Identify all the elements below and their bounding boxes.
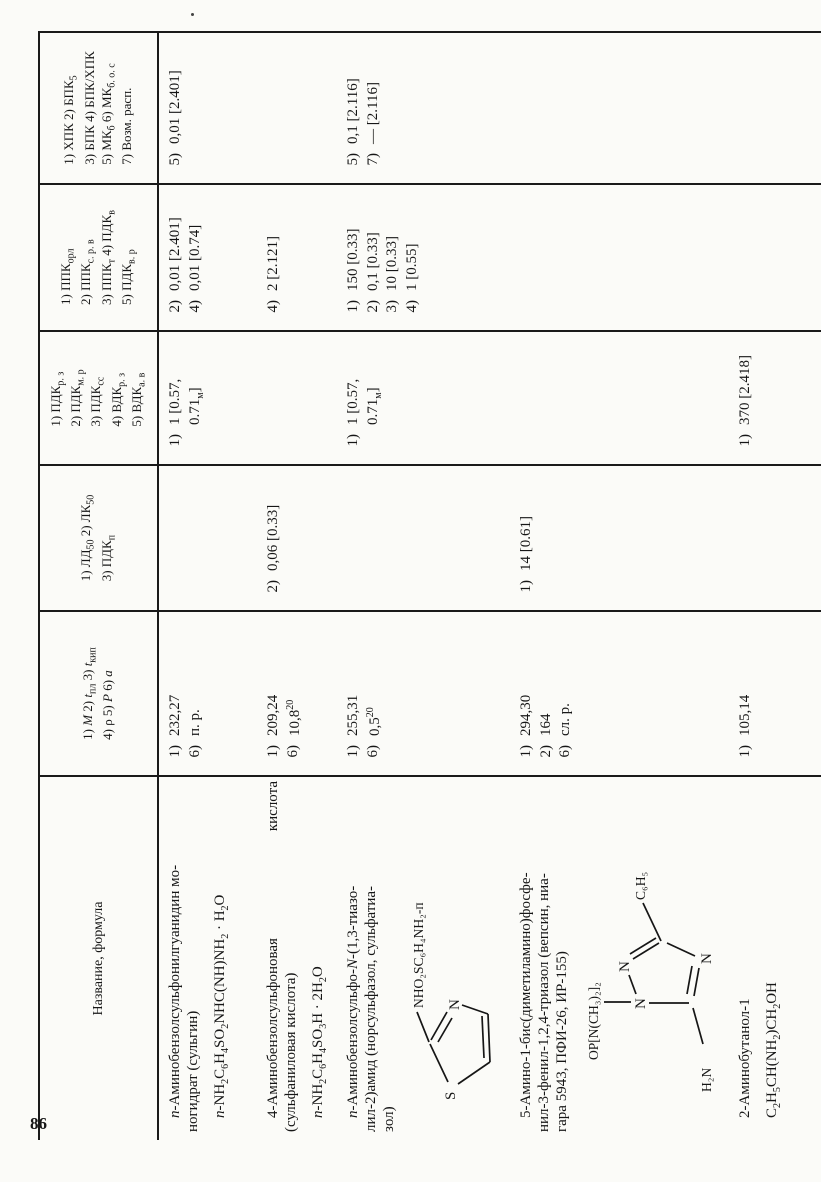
table-row	[257, 33, 337, 1140]
header-line: 5) $ПДК_{в. р}$	[118, 249, 138, 305]
value-line	[186, 336, 207, 456]
value-line	[736, 616, 756, 767]
phys-props-cell	[729, 612, 821, 777]
item-value: 10 [0.33]	[384, 236, 400, 291]
item-number: 4)	[265, 300, 281, 313]
ld50-cell	[337, 466, 510, 612]
substance-name-line: нил-3-фенил-1,2,4-триазол (вепсин, ниа-	[536, 873, 552, 1132]
value-line	[264, 616, 284, 767]
n4-atom-label: N	[699, 953, 715, 964]
item-value: 1 [0.57,	[167, 378, 183, 425]
item-value: 0,06 [0.33]	[265, 504, 281, 571]
item-value: сл. р.	[557, 703, 573, 736]
item-number: 1)	[737, 434, 753, 447]
hpk-cell	[337, 33, 510, 185]
table-row	[510, 33, 729, 1140]
ppk-cell	[510, 185, 729, 332]
substance-name-line: п-Аминобензолсульфонилгуанидин мо-	[167, 864, 183, 1118]
phys-props-cell	[337, 612, 510, 777]
pdk-cell	[510, 332, 729, 466]
item-value: 1 [0.57,	[345, 378, 361, 425]
header-line: 3) $ППК_т$ 4) $ПДК_в$	[98, 210, 118, 305]
value-line	[403, 189, 423, 322]
substance-name-line: 4-Аминобензолсульфоновая кислота	[265, 781, 281, 1118]
item-number: 4)	[403, 300, 420, 313]
item-number: 6)	[557, 745, 573, 758]
item-value: 0,1 [0.33]	[364, 232, 381, 291]
ppk-cell	[337, 185, 510, 332]
nitrogen-atom-label: N	[447, 999, 463, 1010]
header-hpk-column	[40, 33, 157, 185]
ppk-cell	[729, 185, 821, 332]
substance-name-line: лил-2)амид (норсульфазол, сульфатиа-	[363, 885, 379, 1132]
item-number	[364, 434, 385, 456]
substance-formula: $п-NH_2C_6H_4SO_3H \cdot 2H_2O$	[310, 966, 329, 1118]
scan-speck	[191, 13, 194, 16]
item-number: 6)	[186, 745, 203, 758]
table-row	[337, 33, 510, 1140]
value-line	[364, 189, 384, 322]
sulfur-atom-label: S	[443, 1091, 459, 1100]
item-number: 6)	[284, 745, 301, 758]
item-value: 10,8$^{20}$	[284, 699, 303, 736]
substance-name-cell	[729, 777, 821, 1140]
item-number: 6)	[364, 745, 381, 758]
item-number: 1)	[167, 745, 183, 758]
toxicology-table	[38, 31, 821, 1140]
substance-formula: $C_2H_5CH(NH_2)CH_2OH$	[764, 982, 783, 1118]
item-number: 4)	[186, 300, 203, 313]
substance-name-cell	[159, 777, 257, 1140]
value-line	[517, 470, 537, 602]
phosphoryl-group-label: OP[N(CH₃)₂]₂	[586, 982, 601, 1060]
substance-name-line: зол)	[381, 1106, 397, 1132]
item-number: 1)	[345, 300, 361, 313]
table-row	[729, 33, 821, 1140]
table-body	[159, 33, 821, 1140]
header-pdk-column	[40, 332, 157, 466]
substance-name-line: (сульфаниловая кислота)	[283, 972, 299, 1132]
ld50-cell	[510, 466, 729, 612]
substance-name-line: ногидрат (сульгин)	[185, 1010, 201, 1132]
item-number: 1)	[518, 745, 534, 758]
ld50-cell	[159, 466, 257, 612]
hpk-cell	[510, 33, 729, 185]
n2-atom-label: N	[617, 961, 633, 972]
header-line: 5) $ВДК_{а. в}$	[129, 372, 148, 427]
item-value: 0,1 [2.116]	[345, 78, 361, 144]
item-value: 209,24	[265, 694, 281, 736]
value-line	[364, 336, 385, 456]
item-value: 0,01 [2.401]	[167, 70, 183, 144]
item-number: 1)	[518, 580, 534, 593]
hpk-cell	[257, 33, 337, 185]
header-line: 3) $ПДК_п$	[98, 534, 118, 582]
item-value: 0,01 [2.401]	[167, 217, 183, 291]
value-line	[166, 189, 186, 322]
item-number: 2)	[364, 300, 381, 313]
header-line: 1) $ПДК_{р. з}$	[47, 371, 67, 427]
item-value: 232,27	[167, 694, 183, 736]
pdk-cell	[257, 332, 337, 466]
value-line	[736, 336, 756, 456]
value-line	[284, 616, 306, 767]
item-number: 7)	[364, 153, 381, 166]
substance-name-cell	[337, 777, 510, 1140]
amino-group-label: H₂N	[699, 1067, 714, 1092]
header-line: 2) $ПДК_{м. р}$	[67, 369, 87, 427]
item-number: 1)	[167, 434, 183, 447]
ppk-cell	[257, 185, 337, 332]
header-name-label: Название, формула	[90, 901, 106, 1016]
value-line	[186, 189, 206, 322]
value-line	[344, 189, 364, 322]
ld50-cell	[729, 466, 821, 612]
value-line	[537, 616, 557, 767]
header-line: 7) Возм. расп.	[118, 87, 134, 165]
value-line	[166, 616, 186, 767]
hpk-cell	[159, 33, 257, 185]
value-line	[517, 616, 537, 767]
value-line	[383, 189, 403, 322]
header-line: 3) БПК 4) БПК/ХПК	[81, 51, 97, 165]
header-ppk-column	[40, 185, 157, 332]
substance-name-cell	[257, 777, 337, 1140]
item-number: 1)	[345, 745, 361, 758]
item-value: $0.71_м$]	[364, 387, 384, 425]
header-line: 1) ХПК 2) $БПК_5$	[61, 75, 81, 165]
item-number: 1)	[265, 745, 281, 758]
item-value: 164	[537, 713, 554, 736]
header-line: 1) $ЛД_{50}$ 2) $ЛК_{50}$	[78, 494, 97, 582]
thiazole-structure-drawing	[410, 781, 506, 1106]
value-line	[264, 189, 284, 322]
table-row	[159, 33, 257, 1140]
pdk-cell	[337, 332, 510, 466]
hpk-cell	[729, 33, 821, 185]
header-line: 5) $МК_б$ 6) $МК_{б. о. с}$	[98, 63, 118, 165]
pdk-cell	[729, 332, 821, 466]
item-value: 370 [2.418]	[737, 355, 753, 425]
triazole-structure	[583, 844, 725, 1106]
item-value: 14 [0.61]	[518, 516, 534, 571]
n1-atom-label: N	[633, 998, 649, 1009]
pdk-cell	[159, 332, 257, 466]
header-line: 1) М 2) $t_{пл}$ 3) $t_{кип}$	[79, 647, 99, 740]
item-value: 294,30	[518, 694, 534, 736]
item-value: 2 [2.121]	[265, 236, 281, 291]
header-line: 4) ρ 5) Р 6) а	[100, 670, 116, 740]
item-value: $0.71_м$]	[186, 387, 206, 425]
item-value: 255,31	[345, 694, 361, 736]
value-line	[556, 616, 576, 767]
item-value: п. р.	[186, 709, 203, 736]
phys-props-cell	[159, 612, 257, 777]
value-line	[264, 470, 284, 602]
value-line	[364, 37, 384, 175]
phys-props-cell	[510, 612, 729, 777]
item-number: 1)	[345, 434, 361, 447]
header-line: 3) $ПДК_{сс}$	[88, 376, 107, 427]
item-number: 2)	[537, 745, 554, 758]
substituent-label: NHO₂SC₆H₄NH₂-п	[411, 902, 426, 1008]
header-line: 4) $ВДК_{р. з}$	[108, 372, 128, 427]
item-number: 1)	[737, 745, 753, 758]
substance-formula: $п-NH_2C_6H_4SO_2NHC(NH)NH_2 \cdot H_2O$	[212, 894, 231, 1118]
value-line	[364, 616, 386, 767]
header-phys-props-column	[40, 612, 157, 777]
ppk-cell	[159, 185, 257, 332]
header-line: 1) $ППК_{орл}$	[57, 248, 77, 305]
triazole-structure-drawing	[583, 781, 725, 1106]
header-line: 2) $ППК_{с. р. в}$	[78, 239, 97, 305]
item-value: $0,5^{20}$	[364, 707, 383, 736]
substance-name-line: гара 5943, ПФИ-26, ИР-155)	[554, 951, 570, 1132]
value-line	[186, 616, 206, 767]
substance-name-line: п-Аминобензолсульфо-N-(1,3-тиазо-	[345, 885, 361, 1118]
rotated-table-layer	[28, 32, 783, 1140]
phys-props-cell	[257, 612, 337, 777]
item-value: 105,14	[737, 694, 753, 736]
item-number: 3)	[384, 300, 400, 313]
item-value: 150 [0.33]	[345, 228, 361, 291]
item-value: — [2.116]	[364, 82, 381, 144]
phenyl-group-label: C₆H₅	[633, 871, 648, 900]
item-number: 2)	[167, 300, 183, 313]
item-number: 5)	[167, 153, 183, 166]
table-header-row	[40, 33, 159, 1140]
substance-name-line: 5-Амино-1-бис(диметиламино)фосфе-	[518, 872, 534, 1118]
item-value: 0,01 [0.74]	[186, 224, 203, 291]
value-line	[166, 336, 186, 456]
item-number: 2)	[265, 580, 281, 593]
value-line	[166, 37, 186, 175]
value-line	[344, 37, 364, 175]
ld50-cell	[257, 466, 337, 612]
thiazole-structure	[410, 856, 506, 1106]
item-value: 1 [0.55]	[403, 243, 420, 291]
item-number	[186, 434, 207, 456]
substance-name-line: 2-Аминобутанол-1	[737, 998, 753, 1118]
value-line	[344, 336, 364, 456]
header-ld50-column	[40, 466, 157, 612]
substance-name-cell	[510, 777, 729, 1140]
header-name-column	[40, 777, 157, 1140]
page-number: 86	[30, 1114, 47, 1133]
item-number: 5)	[345, 153, 361, 166]
value-line	[344, 616, 364, 767]
